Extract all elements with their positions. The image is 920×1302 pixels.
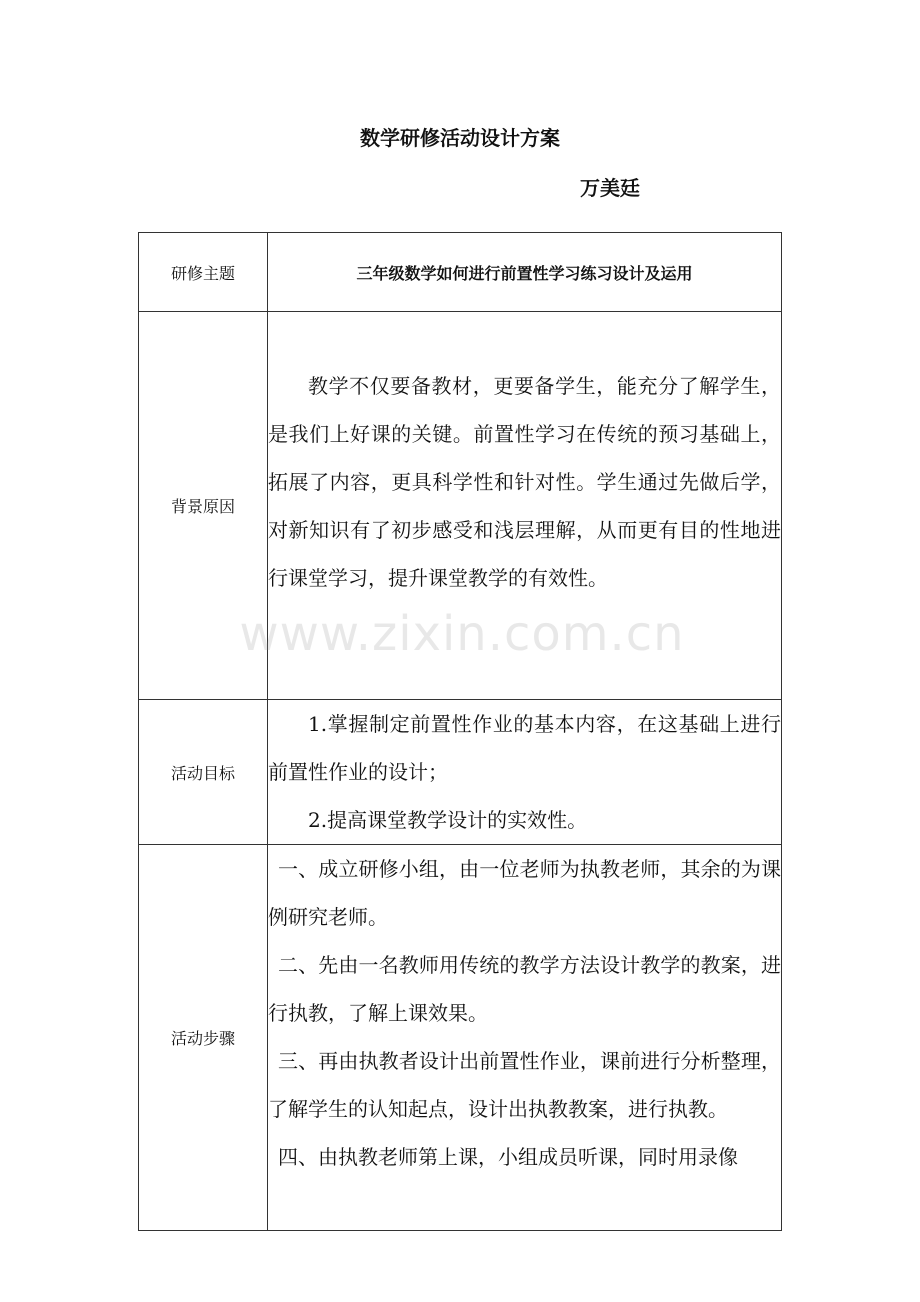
goal-item-2: 2.提高课堂教学设计的实效性。 xyxy=(308,808,588,832)
row-content-topic xyxy=(268,233,782,312)
row-label-goals: 活动目标 xyxy=(139,700,268,845)
table-row-steps xyxy=(139,845,782,1231)
step-item-3: 三、再由执教者设计出前置性作业，课前进行分析整理，了解学生的认知起点，设计出执教教案，进行执教。 xyxy=(268,1049,781,1121)
row-content-background xyxy=(268,312,782,700)
step-item-1: 一、成立研修小组，由一位老师为执教老师，其余的为课例研究老师。 xyxy=(268,857,781,929)
goal-item-1: 1.掌握制定前置性作业的基本内容，在这基础上进行前置性作业的设计； xyxy=(268,712,781,784)
topic-text: 三年级数学如何进行前置性学习练习设计及运用 xyxy=(356,263,693,283)
table-row-background xyxy=(139,312,782,700)
plan-table xyxy=(138,232,782,1231)
watermark: www.zixin.com.cn xyxy=(239,606,685,662)
table-row-goals xyxy=(139,700,782,845)
row-content-steps xyxy=(268,845,782,1231)
row-label-background: 背景原因 xyxy=(139,312,268,700)
table-row-topic xyxy=(139,233,782,312)
row-label-topic: 研修主题 xyxy=(139,233,268,312)
row-content-goals xyxy=(268,700,782,845)
background-paragraph: 教学不仅要备教材，更要备学生，能充分了解学生，是我们上好课的关键。前置性学习在传统的预习基础上，拓展了内容，更具科学性和针对性。学生通过先做后学，对新知识有了初步感受和浅层理解，从而更有目的性地进行课堂学习，提升课堂教学的有效性。 xyxy=(268,374,781,590)
step-item-2: 二、先由一名教师用传统的教学方法设计教学的教案，进行执教，了解上课效果。 xyxy=(268,953,781,1025)
row-label-steps: 活动步骤 xyxy=(139,845,268,1231)
step-item-4: 四、由执教老师第上课，小组成员听课，同时用录像 xyxy=(278,1145,738,1169)
document-title: 数学研修活动设计方案 xyxy=(360,126,560,150)
document-author: 万美廷 xyxy=(580,176,640,200)
